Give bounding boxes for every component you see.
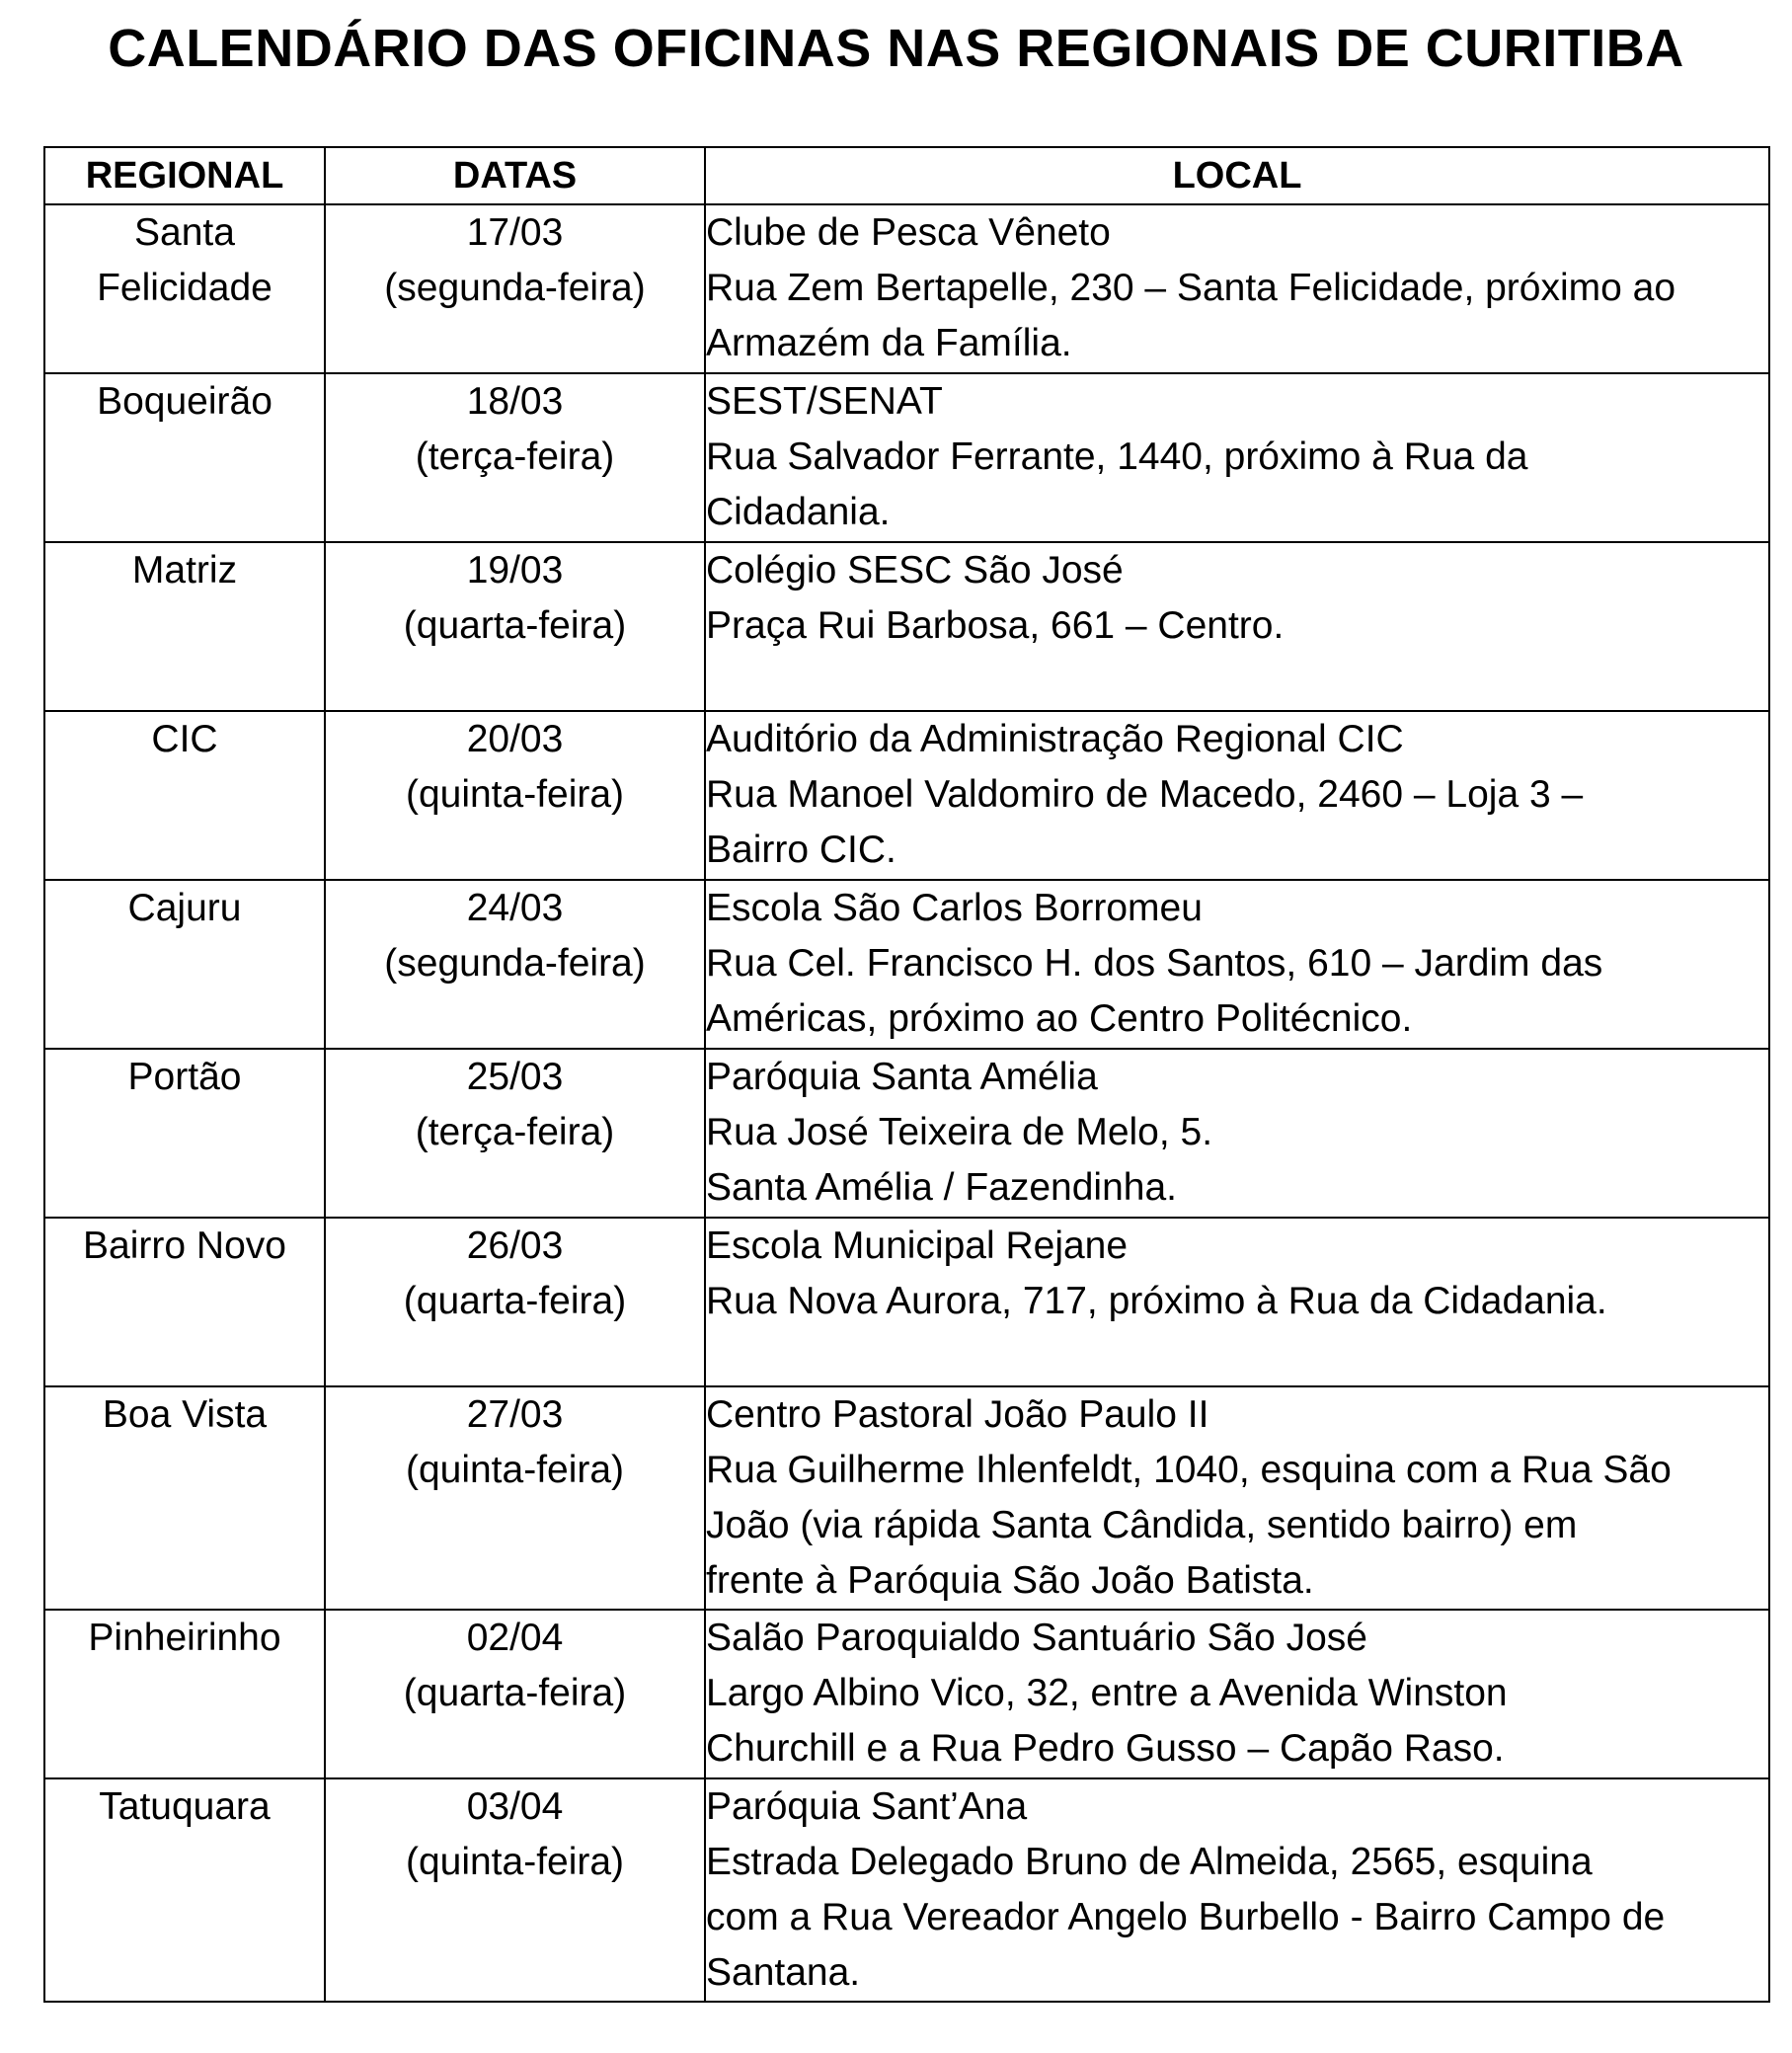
address-line: Rua Zem Bertapelle, 230 – Santa Felicidade, próximo ao	[706, 267, 1676, 309]
address-line: Rua Nova Aurora, 717, próximo à Rua da Cidadania.	[706, 1280, 1607, 1322]
table-row	[44, 711, 1769, 880]
local-cell	[705, 711, 1769, 880]
weekday-text: (terça-feira)	[415, 1111, 615, 1153]
venue-name: Colégio SESC São José	[706, 549, 1124, 592]
address-line: Churchill e a Rua Pedro Gusso – Capão Raso.	[706, 1727, 1505, 1770]
date-text: 25/03	[466, 1056, 564, 1098]
venue-name: Clube de Pesca Vêneto	[706, 211, 1111, 254]
date-text: 02/04	[466, 1617, 564, 1659]
date-cell	[325, 373, 705, 542]
regional-name-line: Cajuru	[127, 887, 242, 929]
venue-name: Centro Pastoral João Paulo II	[706, 1393, 1209, 1436]
date-text: 17/03	[466, 211, 564, 254]
table-row	[44, 1218, 1769, 1386]
column-header-local: LOCAL	[705, 147, 1769, 204]
regional-cell	[44, 1386, 325, 1610]
date-cell	[325, 1218, 705, 1386]
table-row	[44, 204, 1769, 373]
regional-name-line: Bairro Novo	[83, 1224, 286, 1267]
address-line: Bairro CIC.	[706, 829, 896, 871]
weekday-text: (quinta-feira)	[405, 1449, 625, 1491]
regional-name-line: Matriz	[131, 549, 238, 592]
date-cell	[325, 542, 705, 711]
table-row	[44, 1610, 1769, 1778]
table-row	[44, 542, 1769, 711]
address-line: Estrada Delegado Bruno de Almeida, 2565, esquina	[706, 1841, 1593, 1883]
regional-cell	[44, 204, 325, 373]
regional-name-line: Boa Vista	[102, 1393, 268, 1436]
venue-name: Salão Paroquialdo Santuário São José	[706, 1617, 1367, 1659]
regional-cell	[44, 1610, 325, 1778]
address-line: Armazém da Família.	[706, 322, 1072, 364]
date-text: 20/03	[466, 718, 564, 760]
table-row	[44, 1049, 1769, 1218]
schedule-table	[43, 146, 1770, 2003]
address-line: Rua Manoel Valdomiro de Macedo, 2460 – Loja 3 –	[706, 773, 1584, 816]
weekday-text: (terça-feira)	[415, 435, 615, 478]
date-cell	[325, 1386, 705, 1610]
local-cell	[705, 373, 1769, 542]
regional-name-line: CIC	[151, 718, 218, 760]
date-cell	[325, 204, 705, 373]
date-text: 18/03	[466, 380, 564, 423]
column-header-datas: DATAS	[325, 147, 705, 204]
date-text: 26/03	[466, 1224, 564, 1267]
page-title: CALENDÁRIO DAS OFICINAS NAS REGIONAIS DE CURITIBA	[108, 19, 1684, 78]
date-text: 27/03	[466, 1393, 564, 1436]
address-line: Américas, próximo ao Centro Politécnico.	[706, 997, 1413, 1040]
date-text: 03/04	[466, 1785, 564, 1828]
regional-cell	[44, 1778, 325, 2002]
date-text: 19/03	[466, 549, 564, 592]
regional-cell	[44, 373, 325, 542]
address-line: Rua José Teixeira de Melo, 5.	[706, 1111, 1213, 1153]
local-cell	[705, 880, 1769, 1049]
address-line: Cidadania.	[706, 491, 891, 533]
address-line: Santana.	[706, 1951, 861, 1994]
regional-cell	[44, 542, 325, 711]
table-body	[44, 204, 1769, 2002]
local-cell	[705, 204, 1769, 373]
date-cell	[325, 1778, 705, 2002]
address-line: Rua Salvador Ferrante, 1440, próximo à Rua da	[706, 435, 1528, 478]
address-line: João (via rápida Santa Cândida, sentido bairro) em	[706, 1504, 1578, 1546]
local-cell	[705, 1610, 1769, 1778]
regional-cell	[44, 1049, 325, 1218]
address-line: Santa Amélia / Fazendinha.	[706, 1166, 1177, 1209]
local-cell	[705, 1049, 1769, 1218]
local-cell	[705, 1386, 1769, 1610]
local-cell	[705, 542, 1769, 711]
address-line: Rua Guilherme Ihlenfeldt, 1040, esquina com a Rua São	[706, 1449, 1672, 1491]
regional-cell	[44, 711, 325, 880]
regional-name-line: Portão	[127, 1056, 242, 1098]
table-header-row	[44, 147, 1769, 204]
table-row	[44, 1386, 1769, 1610]
regional-name-line: Tatuquara	[99, 1785, 271, 1828]
venue-name: Paróquia Sant’Ana	[706, 1785, 1028, 1828]
column-header-regional: REGIONAL	[44, 147, 325, 204]
weekday-text: (quarta-feira)	[403, 1280, 627, 1322]
address-line: Largo Albino Vico, 32, entre a Avenida Winston	[706, 1672, 1508, 1714]
weekday-text: (quarta-feira)	[403, 1672, 627, 1714]
regional-name-line: Pinheirinho	[88, 1617, 281, 1659]
regional-cell	[44, 880, 325, 1049]
date-cell	[325, 1610, 705, 1778]
venue-name: Auditório da Administração Regional CIC	[706, 718, 1404, 760]
date-cell	[325, 711, 705, 880]
regional-name-line: Felicidade	[97, 267, 273, 309]
regional-name-line: Boqueirão	[97, 380, 273, 423]
table-row	[44, 373, 1769, 542]
venue-name: Escola Municipal Rejane	[706, 1224, 1129, 1267]
table-row	[44, 1778, 1769, 2002]
weekday-text: (quinta-feira)	[405, 1841, 625, 1883]
regional-cell	[44, 1218, 325, 1386]
venue-name: Escola São Carlos Borromeu	[706, 887, 1203, 929]
regional-name-line: Santa	[134, 211, 235, 254]
address-line: frente à Paróquia São João Batista.	[706, 1559, 1314, 1602]
weekday-text: (quarta-feira)	[403, 604, 627, 647]
weekday-text: (segunda-feira)	[384, 267, 646, 309]
date-cell	[325, 880, 705, 1049]
table-row	[44, 880, 1769, 1049]
address-line: com a Rua Vereador Angelo Burbello - Bairro Campo de	[706, 1896, 1666, 1938]
weekday-text: (segunda-feira)	[384, 942, 646, 985]
address-line: Rua Cel. Francisco H. dos Santos, 610 – Jardim das	[706, 942, 1603, 985]
weekday-text: (quinta-feira)	[405, 773, 625, 816]
venue-name: Paróquia Santa Amélia	[706, 1056, 1098, 1098]
date-text: 24/03	[466, 887, 564, 929]
venue-name: SEST/SENAT	[706, 380, 943, 423]
date-cell	[325, 1049, 705, 1218]
local-cell	[705, 1218, 1769, 1386]
address-line: Praça Rui Barbosa, 661 – Centro.	[706, 604, 1285, 647]
local-cell	[705, 1778, 1769, 2002]
